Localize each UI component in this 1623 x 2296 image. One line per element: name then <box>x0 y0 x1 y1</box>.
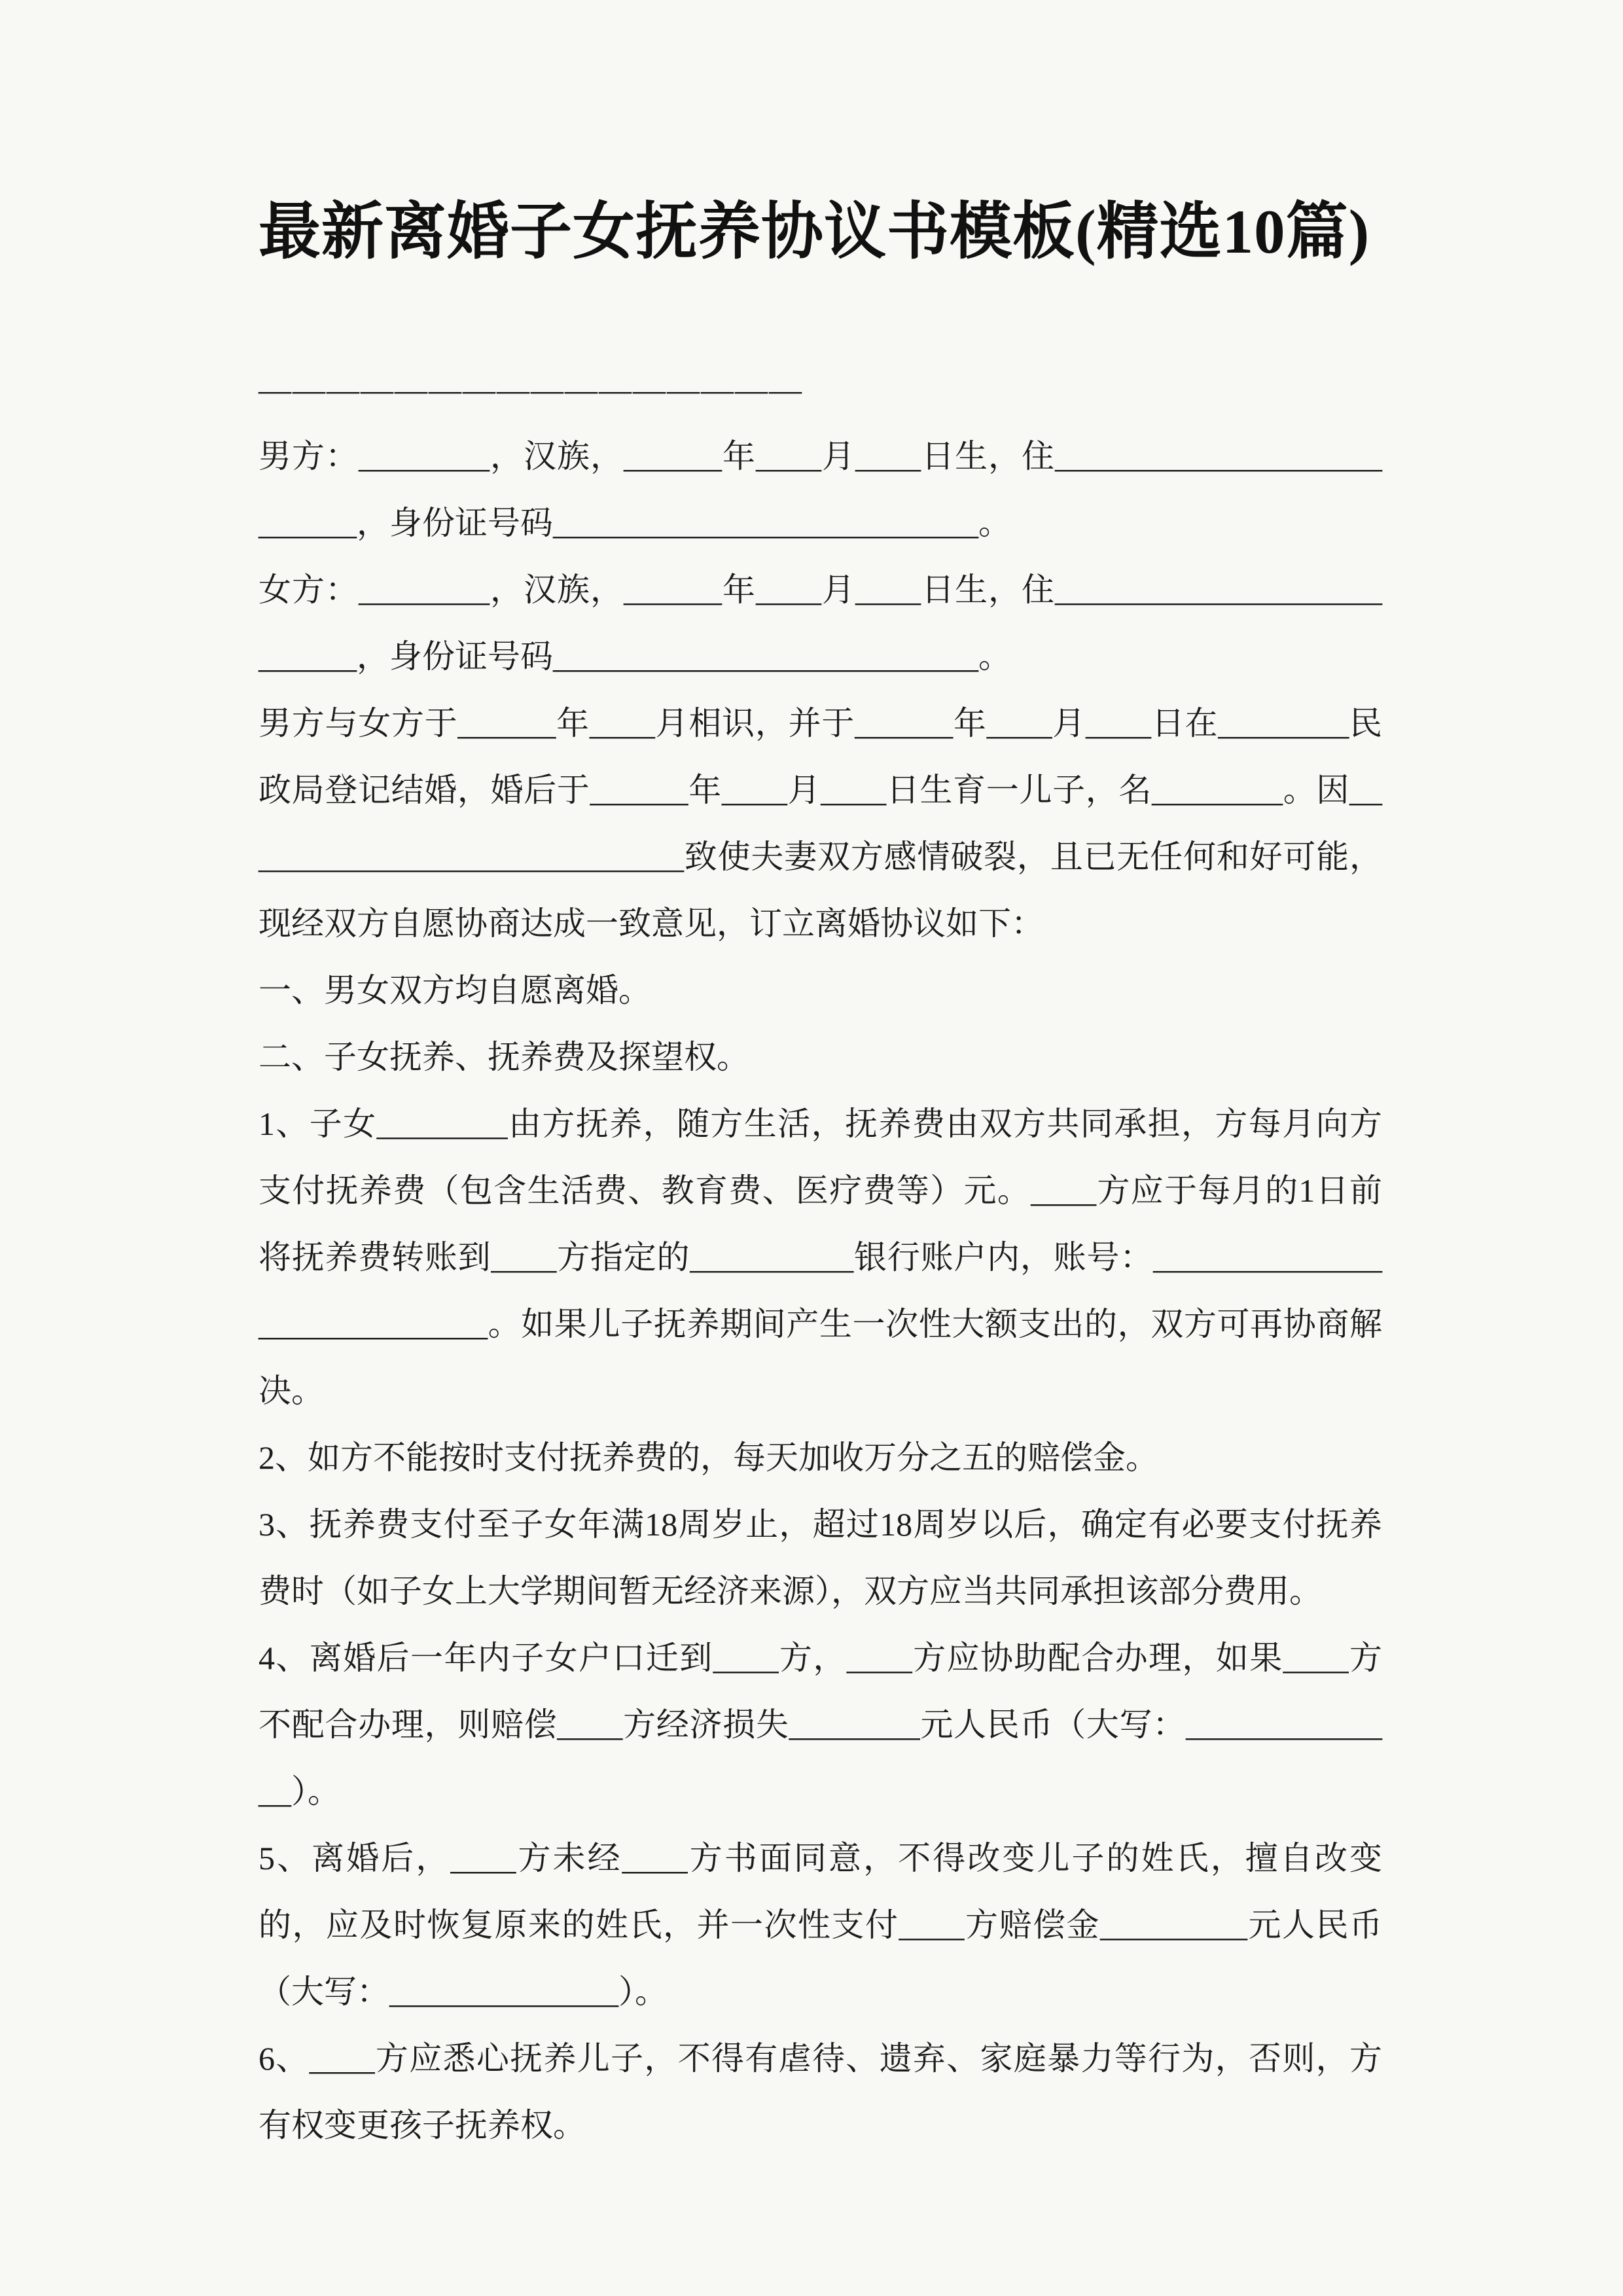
para-article-2: 二、子女抚养、抚养费及探望权。 <box>259 1039 749 1076</box>
document-body <box>259 356 1382 2159</box>
para-item-4: 4、离婚后一年内子女户口迁到____方，____方应协助配合办理，如果____方不配合办理，则赔偿____方经济损失________元人民币（大写：______________）。 <box>259 1640 1382 1810</box>
para-item-5: 5、离婚后，____方未经____方书面同意，不得改变儿子的姓氏，擅自改变的，应及时恢复原来的姓氏，并一次性支付____方赔偿金_________元人民币（大写：______________）。 <box>259 1840 1382 2011</box>
separator-line: ———————————————— <box>259 371 803 408</box>
para-husband-info: 男方：________，汉族，______年____月____日生，住__________________________，身份证号码__________________________。 <box>259 438 1382 542</box>
para-marriage-history: 男方与女方于______年____月相识，并于______年____月____日在________民政局登记结婚，婚后于______年____月____日生育一儿子，名________。因____________________________致使夫妻双方感情破裂，且已无任何和好可能，现经双方自愿协商达成一致意见，订立离婚协议如下： <box>259 705 1382 942</box>
para-wife-info: 女方：________，汉族，______年____月____日生，住__________________________，身份证号码__________________________。 <box>259 571 1382 675</box>
para-article-1: 一、男女双方均自愿离婚。 <box>259 972 651 1009</box>
document-title: 最新离婚子女抚养协议书模板(精选10篇) <box>259 197 1370 266</box>
para-item-6: 6、____方应悉心抚养儿子，不得有虐待、遗弃、家庭暴力等行为，否则，方有权变更孩子抚养权。 <box>259 2040 1382 2144</box>
para-item-2: 2、如方不能按时支付抚养费的，每天加收万分之五的赔偿金。 <box>259 1439 1158 1477</box>
para-item-3: 3、抚养费支付至子女年满18周岁止，超过18周岁以后，确定有必要支付抚养费时（如子女上大学期间暂无经济来源），双方应当共同承担该部分费用。 <box>259 1506 1382 1610</box>
para-item-1: 1、子女________由方抚养，随方生活，抚养费由双方共同承担，方每月向方支付抚养费（包含生活费、教育费、医疗费等）元。____方应于每月的1日前将抚养费转账到____方指定的__________银行账户内，账号：____________________________。如果儿子抚养期间产生一次性大额支出的，双方可再协商解决。 <box>259 1105 1382 1410</box>
